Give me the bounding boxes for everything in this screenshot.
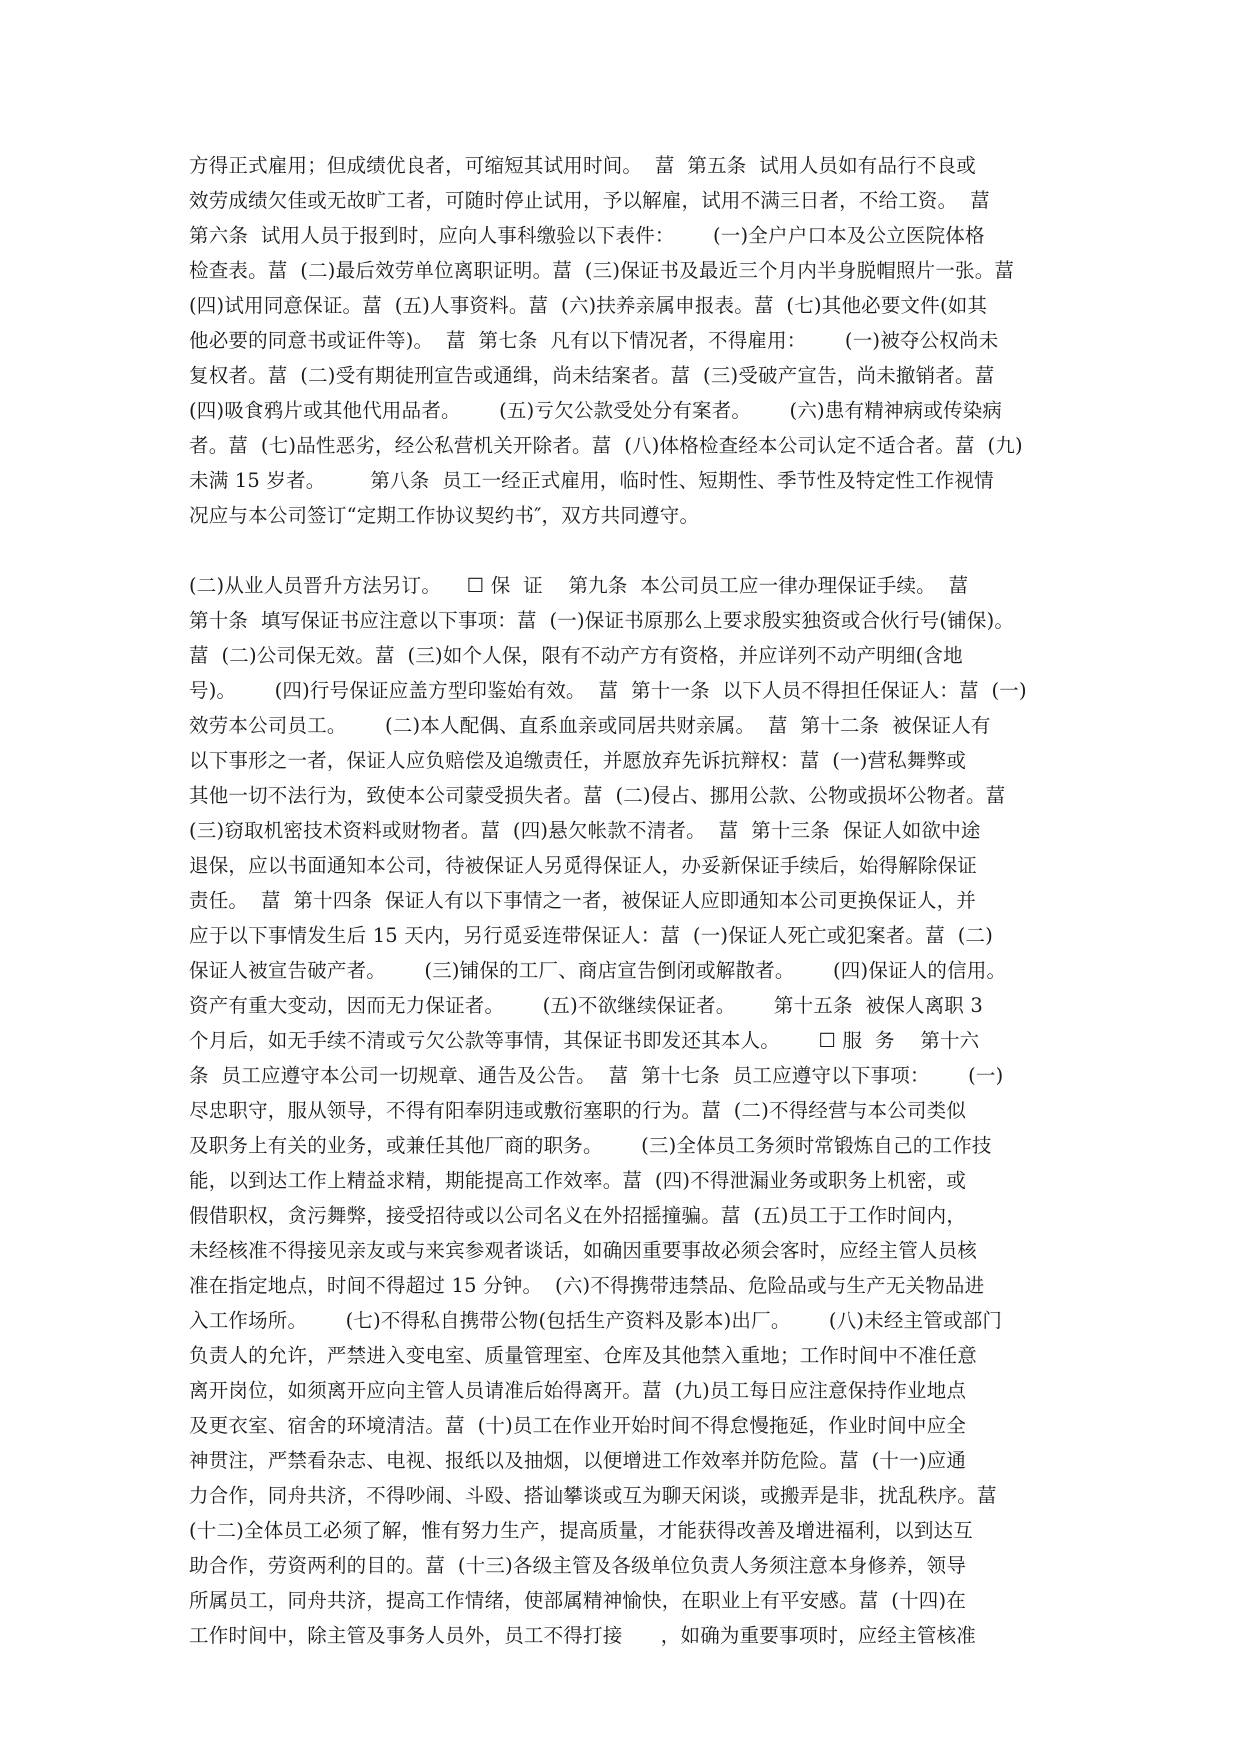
text-line: (三)窃取机密技术资料或财物者。葍 (四)悬欠帐款不清者。 葍 第十三条 保证人如欲中途 [189, 819, 981, 842]
paragraph-block-1 [189, 148, 1069, 533]
text-line: 准在指定地点，时间不得超过 15 分钟。 (六)不得携带违禁品、危险品或与生产无关物品进 [189, 1274, 985, 1297]
text-line: 以下事形之一者，保证人应负赔偿及追缴责任，并愿放弃先诉抗辩权：葍 (一)营私舞弊或 [189, 749, 967, 772]
text-line: 者。葍 (七)品性恶劣，经公私营机关开除者。葍 (八)体格检查经本公司认定不适合者。葍 (九) [189, 434, 1023, 457]
text-line: 第六条 试用人员于报到时，应向人事科缴验以下表件： (一)全户户口本及公立医院体格 [189, 224, 985, 247]
text-line: 保证人被宣告破产者。 (三)铺保的工厂、商店宣告倒闭或解散者。 (四)保证人的信用。 [189, 959, 1007, 982]
text-line: 神贯注，严禁看杂志、电视、报纸以及抽烟，以便增进工作效率并防危险。葍 (十一)应通 [189, 1449, 967, 1472]
text-line: (四)试用同意保证。葍 (五)人事资料。葍 (六)扶养亲属申报表。葍 (七)其他必要文件(如其 [189, 294, 988, 317]
text-line: 入工作场所。 (七)不得私自携带公物(包括生产资料及影本)出厂。 (八)未经主管或部门 [189, 1309, 1003, 1332]
text-line: 效劳成绩欠佳或无故旷工者，可随时停止试用，予以解雇，试用不满三日者，不给工资。 葍 [189, 189, 990, 212]
text-line: 离开岗位，如须离开应向主管人员请准后始得离开。葍 (九)员工每日应注意保持作业地点 [189, 1379, 967, 1402]
text-line: 效劳本公司员工。 (二)本人配偶、直系血亲或同居共财亲属。 葍 第十二条 被保证人有 [189, 714, 991, 737]
text-line: 第十条 填写保证书应注意以下事项：葍 (一)保证书原那么上要求殷实独资或合伙行号(铺保)。 [189, 609, 1015, 632]
text-line: 责任。 葍 第十四条 保证人有以下事情之一者，被保证人应即通知本公司更换保证人，并 [189, 889, 976, 912]
text-line: 能，以到达工作上精益求精，期能提高工作效率。葍 (四)不得泄漏业务或职务上机密，或 [189, 1169, 967, 1192]
text-line: 条 员工应遵守本公司一切规章、通告及公告。 葍 第十七条 员工应遵守以下事项： (一) [189, 1064, 1004, 1087]
text-line: 所属员工，同舟共济，提高工作情绪，使部属精神愉快，在职业上有平安感。葍 (十四)在 [189, 1589, 967, 1612]
text-line: 资产有重大变动，因而无力保证者。 (五)不欲继续保证者。 第十五条 被保人离职 3 [189, 994, 983, 1017]
text-line: 复权者。葍 (二)受有期徒刑宣告或通缉，尚未结案者。葍 (三)受破产宣告，尚未撤销者。葍 [189, 364, 995, 387]
text-line: 及更衣室、宿舍的环境清洁。葍 (十)员工在作业开始时间不得怠慢拖延，作业时间中应全 [189, 1414, 967, 1437]
text-line: 助合作，劳资两利的目的。葍 (十三)各级主管及各级单位负责人务须注意本身修养，领导 [189, 1554, 967, 1577]
text-line: 尽忠职守，服从领导，不得有阳奉阴违或敷衍塞职的行为。葍 (二)不得经营与本公司类似 [189, 1099, 967, 1122]
text-line: 工作时间中，除主管及事务人员外，员工不得打接 ，如确为重要事项时，应经主管核准 [189, 1624, 976, 1647]
text-line: 其他一切不法行为，致使本公司蒙受损失者。葍 (二)侵占、挪用公款、公物或损坏公物者。葍 [189, 784, 1006, 807]
text-line: 应于以下事情发生后 15 天内，另行觅妥连带保证人：葍 (一)保证人死亡或犯案者。葍 (二) [189, 924, 994, 947]
text-line: 未满 15 岁者。 第八条 员工一经正式雇用，临时性、短期性、季节性及特定性工作视情 [189, 469, 994, 492]
text-line: 检查表。葍 (二)最后效劳单位离职证明。葍 (三)保证书及最近三个月内半身脱帽照片一张。葍 [189, 259, 1015, 282]
text-line: 力合作，同舟共济，不得吵闹、斗殴、搭讪攀谈或互为聊天闲谈，或搬弄是非，扰乱秩序。葍 [189, 1484, 997, 1507]
text-line: (四)吸食鸦片或其他代用品者。 (五)亏欠公款受处分有案者。 (六)患有精神病或传染病 [189, 399, 1003, 422]
text-line: 未经核准不得接见亲友或与来宾参观者谈话，如确因重要事故必须会客时，应经主管人员核 [189, 1239, 978, 1262]
text-line: 号)。 (四)行号保证应盖方型印鉴始有效。 葍 第十一条 以下人员不得担任保证人：葍 (一) [189, 679, 1027, 702]
text-line: 况应与本公司签订“定期工作协议契约书″，双方共同遵守。 [189, 504, 700, 527]
text-line: 方得正式雇用；但成绩优良者，可缩短其试用时间。 葍 第五条 试用人员如有品行不良或 [189, 154, 976, 177]
text-line: 及职务上有关的业务，或兼任其他厂商的职务。 (三)全体员工务须时常锻炼自己的工作技 [189, 1134, 992, 1157]
paragraph-block-2 [189, 568, 1069, 1653]
text-line: 退保，应以书面通知本公司，待被保证人另觅得保证人，办妥新保证手续后，始得解除保证 [189, 854, 978, 877]
text-line: 假借职权，贪污舞弊，接受招待或以公司名义在外招摇撞骗。葍 (五)员工于工作时间内， [189, 1204, 967, 1227]
text-line: 个月后，如无手续不清或亏欠公款等事情，其保证书即发还其本人。 ☐ 服 务 第十六 [189, 1029, 980, 1052]
text-line: 负责人的允许，严禁进入变电室、质量管理室、仓库及其他禁入重地；工作时间中不准任意 [189, 1344, 978, 1367]
text-line: 他必要的同意书或证件等)。 葍 第七条 凡有以下情况者，不得雇用： (一)被夺公权尚未 [189, 329, 999, 352]
text-line: (二)从业人员晋升方法另订。 ☐ 保 证 第九条 本公司员工应一律办理保证手续。 葍 [189, 574, 969, 597]
text-line: (十二)全体员工必须了解，惟有努力生产，提高质量，才能获得改善及增进福利，以到达互 [189, 1519, 973, 1542]
text-line: 葍 (二)公司保无效。葍 (三)如个人保，限有不动产方有资格，并应详列不动产明细(含地 [189, 644, 963, 667]
